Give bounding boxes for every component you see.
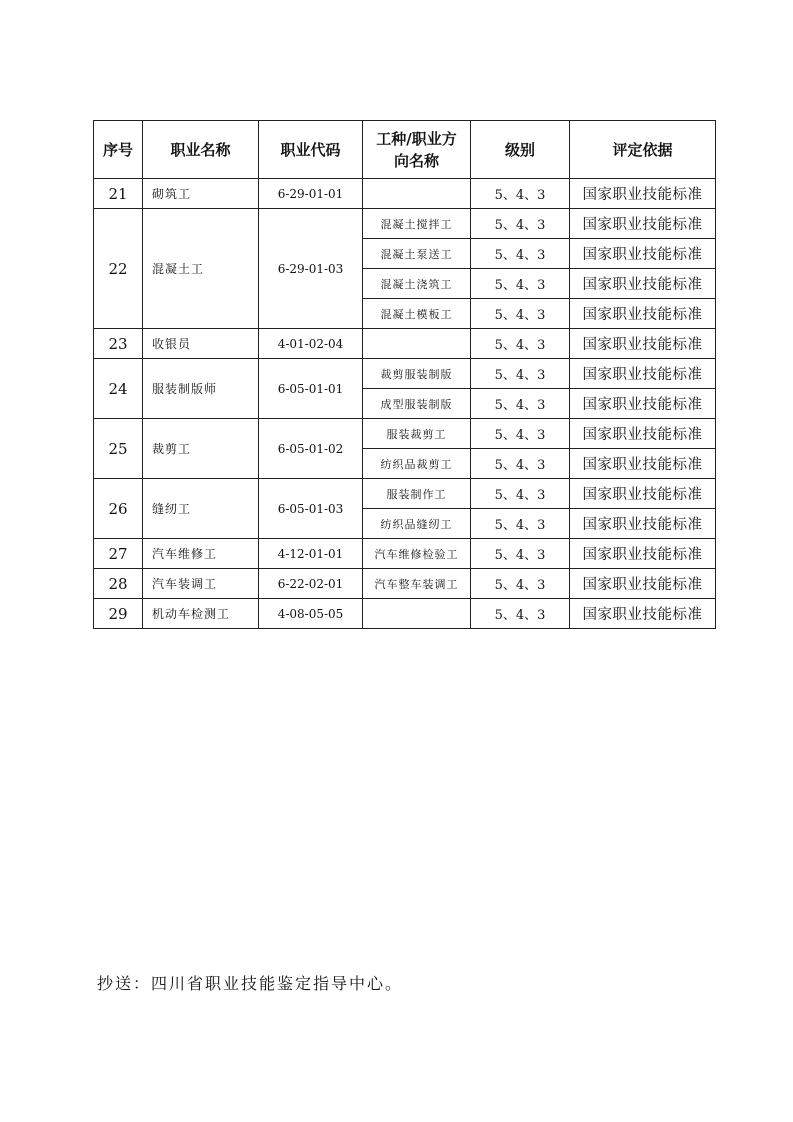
cell-occupation-code: 4-12-01-01 [259,539,363,569]
cell-occupation-code: 4-01-02-04 [259,329,363,359]
cell-level: 5、4、3 [471,539,570,569]
cell-occupation-code: 6-05-01-01 [259,359,363,419]
header-no: 序号 [94,121,143,179]
cell-basis: 国家职业技能标准 [570,389,716,419]
cell-no: 29 [94,599,143,629]
cell-direction: 混凝土浇筑工 [363,269,471,299]
cell-basis: 国家职业技能标准 [570,179,716,209]
cell-occupation-code: 6-22-02-01 [259,569,363,599]
header-code: 职业代码 [259,121,363,179]
cell-direction [363,179,471,209]
cell-occupation-name: 收银员 [143,329,259,359]
cell-level: 5、4、3 [471,239,570,269]
cell-direction: 纺织品裁剪工 [363,449,471,479]
cell-occupation-name: 缝纫工 [143,479,259,539]
cell-occupation-name: 混凝土工 [143,209,259,329]
cell-occupation-code: 6-29-01-01 [259,179,363,209]
cell-no: 27 [94,539,143,569]
table-row [94,329,716,359]
header-direction-line1: 工种/职业方 [376,129,457,148]
cell-level: 5、4、3 [471,419,570,449]
cell-occupation-code: 6-05-01-03 [259,479,363,539]
cell-level: 5、4、3 [471,389,570,419]
cell-level: 5、4、3 [471,209,570,239]
table-row [94,179,716,209]
cell-direction [363,599,471,629]
cell-direction [363,329,471,359]
cell-level: 5、4、3 [471,479,570,509]
cell-basis: 国家职业技能标准 [570,269,716,299]
cell-basis: 国家职业技能标准 [570,539,716,569]
header-level: 级别 [471,121,570,179]
cell-basis: 国家职业技能标准 [570,569,716,599]
table-row [94,359,716,389]
cell-no: 28 [94,569,143,599]
table-row [94,599,716,629]
cell-basis: 国家职业技能标准 [570,449,716,479]
cell-no: 23 [94,329,143,359]
cell-basis: 国家职业技能标准 [570,299,716,329]
cell-direction: 服装裁剪工 [363,419,471,449]
cell-no: 22 [94,209,143,329]
cell-direction: 裁剪服装制版 [363,359,471,389]
table-body [94,179,716,629]
cell-occupation-code: 4-08-05-05 [259,599,363,629]
cell-basis: 国家职业技能标准 [570,359,716,389]
cell-occupation-name: 服装制版师 [143,359,259,419]
cell-direction: 汽车整车装调工 [363,569,471,599]
cell-occupation-code: 6-05-01-02 [259,419,363,479]
table-header-row [94,121,716,179]
cell-occupation-name: 汽车维修工 [143,539,259,569]
cell-no: 26 [94,479,143,539]
cell-level: 5、4、3 [471,449,570,479]
cell-basis: 国家职业技能标准 [570,599,716,629]
table-row [94,419,716,449]
cell-no: 21 [94,179,143,209]
cell-occupation-name: 砌筑工 [143,179,259,209]
cc-line: 抄送：四川省职业技能鉴定指导中心。 [97,974,404,993]
cell-occupation-code: 6-29-01-03 [259,209,363,329]
header-direction [363,121,471,179]
cell-no: 25 [94,419,143,479]
header-basis: 评定依据 [570,121,716,179]
cell-level: 5、4、3 [471,179,570,209]
cell-direction: 混凝土泵送工 [363,239,471,269]
cell-occupation-name: 裁剪工 [143,419,259,479]
cell-direction: 汽车维修检验工 [363,539,471,569]
table-row [94,569,716,599]
cell-basis: 国家职业技能标准 [570,509,716,539]
cell-occupation-name: 机动车检测工 [143,599,259,629]
cell-basis: 国家职业技能标准 [570,479,716,509]
cell-level: 5、4、3 [471,599,570,629]
occupation-table [93,120,716,629]
header-name: 职业名称 [143,121,259,179]
cell-level: 5、4、3 [471,359,570,389]
cell-basis: 国家职业技能标准 [570,209,716,239]
cell-level: 5、4、3 [471,299,570,329]
header-direction-line2: 向名称 [393,151,439,170]
cell-level: 5、4、3 [471,269,570,299]
table-row [94,479,716,509]
table-row [94,539,716,569]
table-row [94,209,716,239]
cell-direction: 成型服装制版 [363,389,471,419]
cell-direction: 服装制作工 [363,479,471,509]
cell-no: 24 [94,359,143,419]
cell-direction: 混凝土搅拌工 [363,209,471,239]
cell-basis: 国家职业技能标准 [570,329,716,359]
cell-basis: 国家职业技能标准 [570,419,716,449]
cell-level: 5、4、3 [471,569,570,599]
cell-occupation-name: 汽车装调工 [143,569,259,599]
cell-level: 5、4、3 [471,329,570,359]
cell-direction: 混凝土模板工 [363,299,471,329]
cell-level: 5、4、3 [471,509,570,539]
cell-basis: 国家职业技能标准 [570,239,716,269]
cell-direction: 纺织品缝纫工 [363,509,471,539]
